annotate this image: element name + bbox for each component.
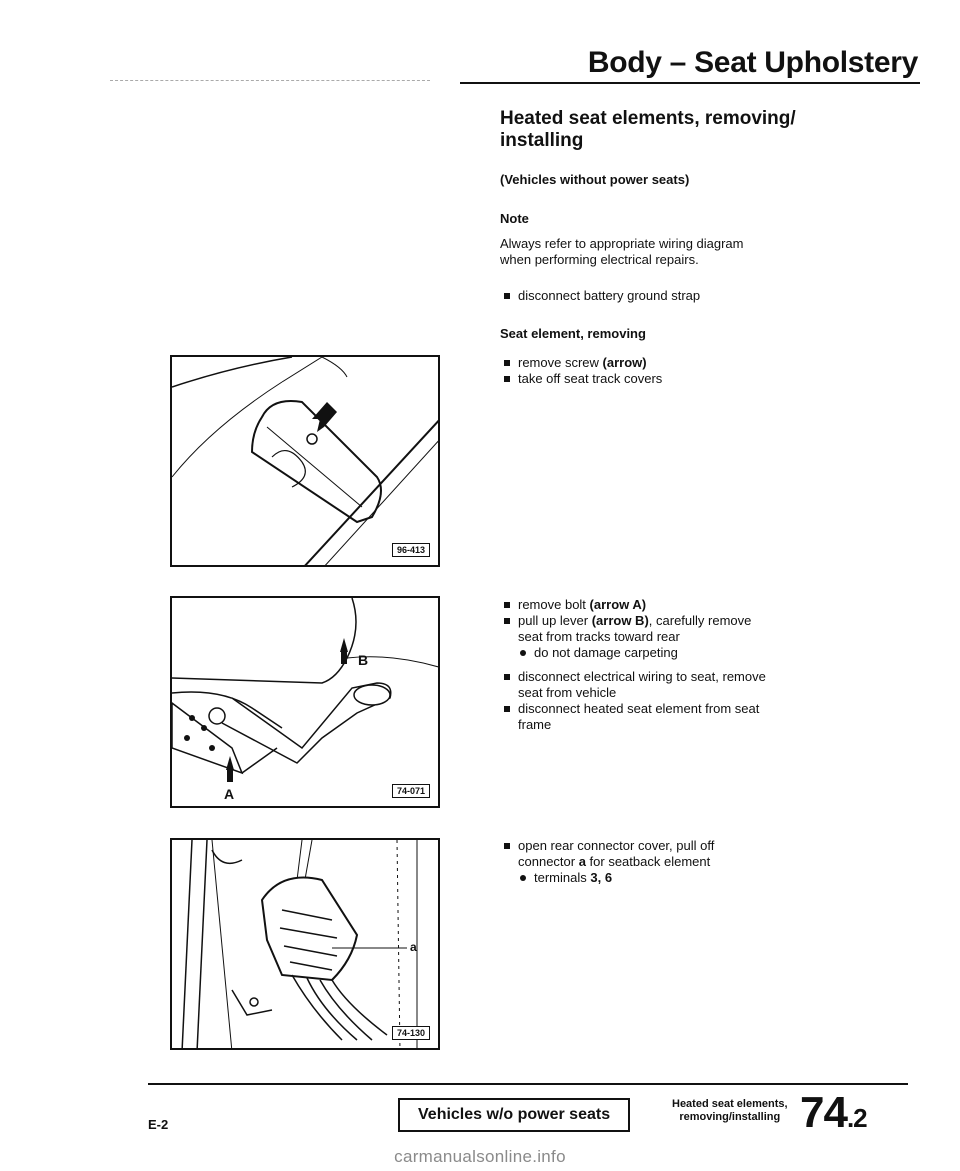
figure-3-ref: 74-130 (392, 1026, 430, 1040)
step-remove-bolt (500, 597, 920, 613)
step-open-cover-line-2-a: connector (518, 854, 579, 869)
section-subnote: (Vehicles without power seats) (500, 172, 690, 187)
arrow-b-icon (340, 638, 348, 652)
step-disconnect-battery: disconnect battery ground strap (500, 288, 920, 304)
figure-1-ref: 96-413 (392, 543, 430, 557)
page-header-title: Body – Seat Upholstery (587, 46, 918, 79)
step-disconnect-wiring-line-2: seat from vehicle (518, 685, 617, 700)
footer-description-line-2: removing/installing (679, 1111, 781, 1123)
callout-a: A (224, 786, 235, 802)
figure-rear-connector (170, 838, 440, 1050)
step-remove-bolt-ref: (arrow A) (589, 597, 647, 612)
step-remove-screw-ref: (arrow) (602, 355, 647, 370)
header-rule (460, 82, 920, 84)
figure-seat-track-cover (170, 355, 440, 567)
section-title (500, 108, 920, 152)
step-remove-screw (500, 355, 920, 371)
step-open-cover-line-1: open rear connector cover, pull off (518, 838, 715, 853)
figure-2-drawing (172, 598, 440, 808)
figure-1-drawing (172, 357, 440, 567)
step-do-not-damage: do not damage carpeting (500, 645, 920, 661)
figure-3-drawing (172, 840, 440, 1050)
note-text-line-1: Always refer to appropriate wiring diagram (500, 236, 744, 251)
step-disconnect-wiring-line-1: disconnect electrical wiring to seat, remove (518, 669, 766, 684)
footer-description-line-1: Heated seat elements, (672, 1098, 788, 1110)
step-disconnect-element-line-2: frame (518, 717, 552, 732)
watermark: carmanualsonline.info (394, 1147, 566, 1166)
steps-group-2 (500, 597, 920, 733)
step-disconnect-element (500, 701, 920, 733)
footer-rule (148, 1083, 908, 1085)
header-scan-artifact (110, 80, 430, 82)
footer-section-number-suffix: .2 (846, 1103, 867, 1133)
step-battery-block (500, 288, 920, 304)
step-terminals-text: terminals (534, 870, 591, 885)
step-terminals-ref: 3, 6 (590, 870, 613, 885)
step-remove-bolt-text: remove bolt (518, 597, 590, 612)
removing-heading: Seat element, removing (500, 326, 646, 341)
section-title-line-1: Heated seat elements, removing/ (500, 108, 796, 129)
step-pull-lever-text-a: pull up lever (518, 613, 592, 628)
step-pull-lever-ref: (arrow B) (591, 613, 649, 628)
footer-section-number-main: 74 (800, 1088, 847, 1137)
figure-2-ref: 74-071 (392, 784, 430, 798)
step-pull-lever-text-b: , carefully remove (648, 613, 752, 628)
step-open-cover (500, 838, 920, 870)
footer-vehicle-label: Vehicles w/o power seats (398, 1098, 630, 1132)
step-open-cover-line-2-b: for seatback element (585, 854, 711, 869)
footer-section-number (800, 1088, 867, 1138)
step-open-cover-connector-ref: a (578, 854, 586, 869)
note-text (500, 236, 920, 268)
step-remove-screw-text: remove screw (518, 355, 603, 370)
note-text-line-2: when performing electrical repairs. (500, 252, 699, 267)
callout-b: B (358, 652, 369, 668)
step-pull-lever-line-2: seat from tracks toward rear (518, 629, 680, 644)
steps-group-1 (500, 355, 920, 387)
step-pull-lever (500, 613, 920, 645)
footer-description (672, 1098, 788, 1124)
section-title-line-2: installing (500, 130, 584, 151)
note-heading: Note (500, 211, 529, 226)
steps-group-3 (500, 838, 920, 886)
footer-page-number: E-2 (148, 1117, 169, 1132)
step-disconnect-element-line-1: disconnect heated seat element from seat (518, 701, 760, 716)
figure-seat-removal (170, 596, 440, 808)
callout-connector-a: a (410, 940, 417, 954)
step-terminals (500, 870, 920, 886)
step-take-off-covers: take off seat track covers (500, 371, 920, 387)
step-disconnect-wiring (500, 669, 920, 701)
